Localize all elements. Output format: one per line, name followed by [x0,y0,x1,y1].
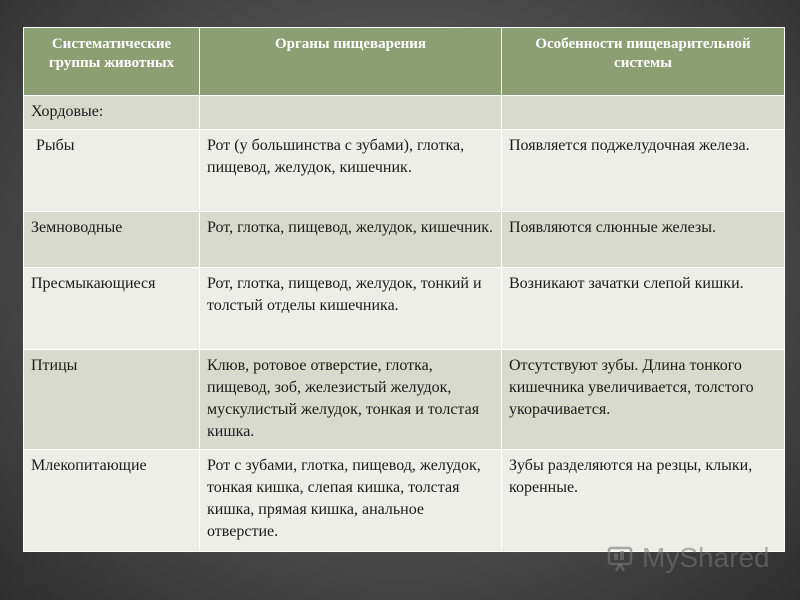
row-organs: Рот, глотка, пищевод, желудок, кишечник. [200,212,502,268]
row-organs: Клюв, ротовое отверстие, глотка, пищевод, зоб, железистый желудок, мускулистый желудок, тонкая и толстая кишка. [200,350,502,450]
row-organs [200,96,502,130]
row-features: Отсутствуют зубы. Длина тонкого кишечника увеличивается, толстого укорачивается. [502,350,785,450]
row-group-amphibians: Земноводные [24,212,200,268]
header-features: Особенности пищеварительной системы [502,28,785,96]
table-row [24,130,785,212]
row-features: Появляется поджелудочная железа. [502,130,785,212]
row-features: Зубы разделяются на резцы, клыки, коренные. [502,450,785,552]
row-group-reptiles: Пресмыкающиеся [24,268,200,350]
row-group-fish: Рыбы [24,130,200,212]
table-row [24,268,785,350]
watermark [606,538,776,578]
row-features [502,96,785,130]
table-row [24,350,785,450]
header-groups: Систематические группы животных [24,28,200,96]
table-row [24,96,785,130]
row-features: Появляются слюнные железы. [502,212,785,268]
header-organs: Органы пищеварения [200,28,502,96]
table-header-row [24,28,785,96]
row-features: Возникают зачатки слепой кишки. [502,268,785,350]
table-row [24,450,785,552]
row-organs: Рот с зубами, глотка, пищевод, желудок, тонкая кишка, слепая кишка, толстая кишка, прямая кишка, анальное отверстие. [200,450,502,552]
digestion-table [23,27,785,552]
row-group-birds: Птицы [24,350,200,450]
myshared-logo-icon [606,543,636,573]
table-row [24,212,785,268]
row-organs: Рот (у большинства с зубами), глотка, пищевод, желудок, кишечник. [200,130,502,212]
watermark-text: MyShared [642,542,770,573]
row-organs: Рот, глотка, пищевод, желудок, тонкий и толстый отделы кишечника. [200,268,502,350]
row-group-mammals: Млекопитающие [24,450,200,552]
row-group-chordates: Хордовые: [24,96,200,130]
